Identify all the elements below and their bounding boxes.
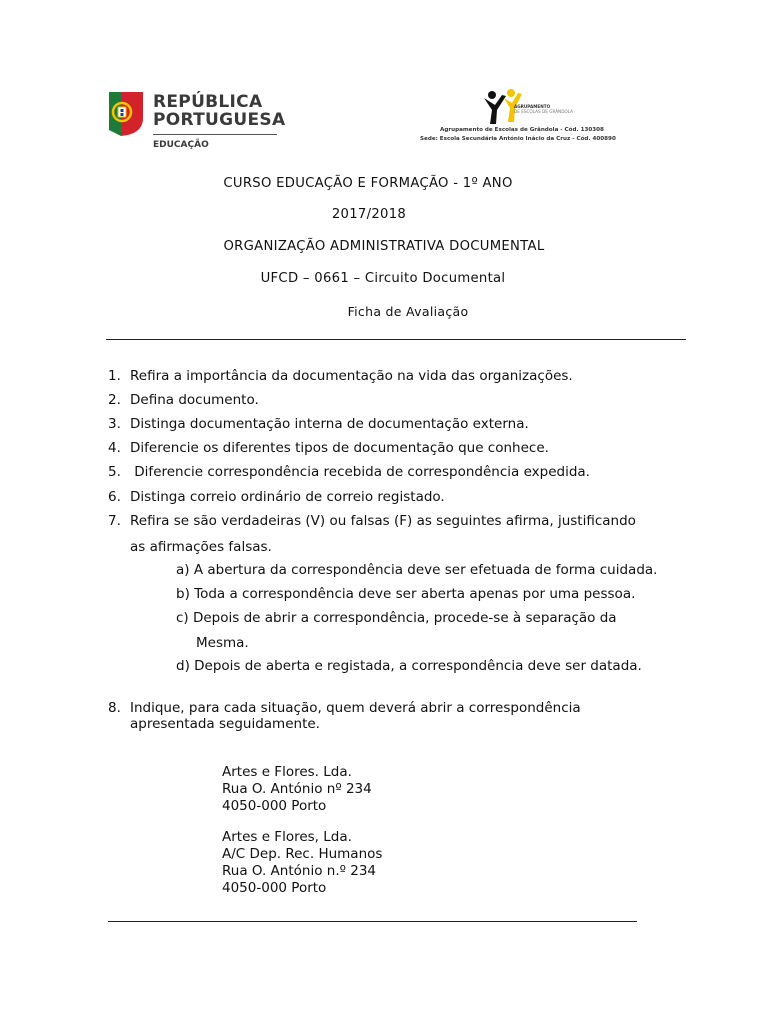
statement-b: b) Toda a correspondência deve ser aberta apenas por uma pessoa. (176, 586, 636, 602)
question-text: Refira a importância da documentação na vida das organizações. (130, 368, 573, 384)
statement-c-continued: Mesma. (196, 635, 249, 651)
address-line: Rua O. António n.º 234 (222, 863, 377, 879)
question-number: 8. (108, 700, 121, 716)
address-line: A/C Dep. Rec. Humanos (222, 846, 383, 862)
question-number: 2. (108, 392, 121, 408)
question-text: Diferencie os diferentes tipos de documentação que conhece. (130, 440, 549, 456)
question-number: 1. (108, 368, 121, 384)
question-text-continued: apresentada seguidamente. (130, 716, 320, 732)
sede-line: Sede: Escola Secundária António Inácio da Cruz - Cód. 400890 (420, 136, 616, 142)
address-line: 4050-000 Porto (222, 798, 327, 814)
address-block-2 (222, 829, 382, 897)
question-number: 6. (108, 489, 121, 505)
question-text-continued: as afirmações falsas. (130, 539, 272, 555)
question-text: Distinga documentação interna de documentação externa. (130, 416, 529, 432)
sheet-title: Ficha de Avaliação (347, 304, 469, 319)
question-text: Defina documento. (130, 392, 259, 408)
agrupamento-logo (420, 86, 636, 148)
ufcd-title: UFCD – 0661 – Circuito Documental (260, 271, 506, 286)
question-text: Refira se são verdadeiras (V) ou falsas (F) as seguintes afirma, justificando (130, 513, 636, 529)
question-text: Distinga correio ordinário de correio registado. (130, 489, 445, 505)
question-number: 4. (108, 440, 121, 456)
republica-text: REPÚBLICA (153, 92, 263, 112)
statement-c: c) Depois de abrir a correspondência, procede-se à separação da (176, 610, 617, 626)
republica-portuguesa-logo (107, 88, 287, 158)
header-divider (106, 339, 686, 340)
course-title: CURSO EDUCAÇÃO E FORMAÇÃO - 1º ANO (223, 176, 513, 191)
address-block-1 (222, 764, 372, 815)
statement-a: a) A abertura da correspondência deve ser efetuada de forma cuidada. (176, 562, 658, 578)
address-line: Artes e Flores. Lda. (222, 764, 352, 780)
logo-divider (153, 134, 277, 135)
address-line: 4050-000 Porto (222, 880, 327, 896)
question-number: 7. (108, 513, 121, 529)
question-number: 3. (108, 416, 121, 432)
subject-title: ORGANIZAÇÃO ADMINISTRATIVA DOCUMENTAL (223, 239, 545, 254)
agrupamento-logo-name: AGRUPAMENTO (514, 104, 551, 109)
portuguesa-text: PORTUGUESA (153, 110, 286, 130)
question-number: 5. (108, 464, 121, 480)
statement-d: d) Depois de aberta e registada, a correspondência deve ser datada. (176, 658, 642, 674)
question-text: Diferencie correspondência recebida de correspondência expedida. (130, 464, 590, 480)
school-year: 2017/2018 (331, 207, 407, 222)
agrupamento-line: Agrupamento de Escolas de Grândola - Cód. 130308 (440, 127, 604, 133)
address-line: Artes e Flores, Lda. (222, 829, 352, 845)
address-line: Rua O. António nº 234 (222, 781, 372, 797)
question-text: Indique, para cada situação, quem deverá abrir a correspondência (130, 700, 581, 716)
educacao-text: EDUCAÇÃO (153, 140, 209, 150)
footer-divider (108, 921, 637, 922)
portugal-flag-emblem-icon (107, 90, 147, 138)
agrupamento-logo-subname: DE ESCOLAS DE GRÂNDOLA (514, 109, 574, 114)
